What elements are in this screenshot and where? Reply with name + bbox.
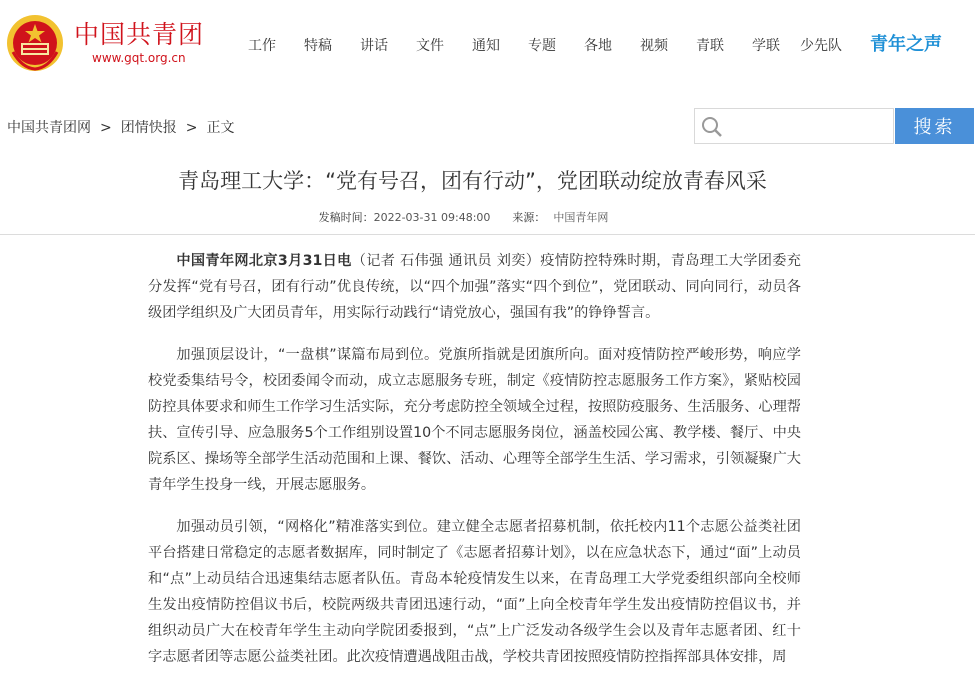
nav-item-youth-federation[interactable]: 青联 — [696, 38, 724, 54]
search-button[interactable]: 搜索 — [895, 108, 974, 144]
nav-item-topics[interactable]: 专题 — [528, 38, 556, 54]
youth-voice-logo[interactable] — [870, 30, 950, 60]
youth-voice-logo-text: 青年之声 — [870, 34, 942, 55]
source-label: 来源： — [512, 211, 546, 224]
paragraph-text: 加强顶层设计，“一盘棋”谋篇布局到位。党旗所指就是团旗所向。面对疫情防控严峻形势，响应学校党委集结号令，校团委闻令而动，成立志愿服务专班，制定《疫情防控志愿服务工作方案》，紧贴校园防控具体要求和师生工作学习生活实际，充分考虑防控全领域全过程，按照防疫服务、生活服务、心理帮扶、宣传引导、应急服务5个工作组别设置10个不同志愿服务岗位，涵盖校园公寓、教学楼、餐厅、中央院系区、操场等全部学生活动范围和上课、餐饮、活动、心理等全部学生生活、学习需求，引领凝聚广大青年学生投身一线，开展志愿服务。 — [148, 347, 801, 493]
breadcrumb-category[interactable]: 团情快报 — [120, 120, 177, 136]
source-value[interactable]: 中国青年网 — [553, 211, 609, 224]
dateline: 中国青年网北京3月31日电 — [176, 253, 352, 269]
breadcrumb — [7, 117, 234, 137]
nav-item-documents[interactable]: 文件 — [416, 38, 444, 54]
nav-item-feature[interactable]: 特稿 — [304, 38, 332, 54]
nav-item-notices[interactable]: 通知 — [472, 38, 500, 54]
nav-item-speech[interactable]: 讲话 — [360, 38, 388, 54]
search-box — [694, 108, 894, 144]
breadcrumb-separator: > — [100, 120, 112, 136]
breadcrumb-home[interactable]: 中国共青团网 — [7, 120, 91, 136]
breadcrumb-current: 正文 — [206, 120, 235, 136]
youth-league-emblem-icon[interactable] — [6, 14, 64, 72]
publish-time-label: 发稿时间： — [318, 211, 374, 224]
divider — [0, 234, 975, 235]
paragraph-text: （记者 石伟强 通讯员 刘奕）疫情防控特殊时期，青岛理工大学团委充分发挥“党有号召，团有行动”优良传统，以“四个加强”落实“四个到位”，党团联动、同向同行，动员各级团学组织及广大团员青年，用实际行动践行“请党放心，强国有我”的铮铮誓言。 — [148, 253, 801, 321]
nav-item-regions[interactable]: 各地 — [584, 38, 612, 54]
nav-item-student-federation[interactable]: 学联 — [752, 38, 780, 54]
article-paragraph — [148, 342, 801, 498]
search-icon — [701, 116, 723, 138]
breadcrumb-separator: > — [185, 120, 198, 136]
site-header — [0, 0, 975, 88]
nav-item-video[interactable]: 视频 — [640, 38, 668, 54]
article-paragraph — [148, 248, 801, 326]
paragraph-text: 加强动员引领，“网格化”精准落实到位。建立健全志愿者招募机制，依托校内11个志愿公益类社团平台搭建日常稳定的志愿者数据库，同时制定了《志愿者招募计划》，以在应急状态下，通过“面”上动员和“点”上动员结合迅速集结志愿者队伍。青岛本轮疫情发生以来，在青岛理工大学党委组织部向全校师生发出疫情防控倡议书后，校院两级共青团迅速行动，“面”上向全校青年学生发出疫情防控倡议书，并组织动员广大在校青年学生主动向学院团委报到，“点”上广泛发动各级学生会以及青年志愿者团、红十字志愿者团等志愿公益类社团。此次疫情遭遇战阻击战，学校共青团按照疫情防控指挥部具体安排，周 — [148, 519, 801, 665]
nav-item-work[interactable]: 工作 — [248, 38, 276, 54]
site-title[interactable]: 中国共青团 — [74, 20, 205, 49]
article-meta — [0, 209, 927, 225]
article-title: 青岛理工大学：“党有号召，团有行动”，党团联动绽放青春风采 — [178, 169, 767, 193]
article-body — [148, 248, 801, 686]
publish-time-value: 2022-03-31 09:48:00 — [373, 211, 491, 224]
site-url[interactable]: www.gqt.org.cn — [92, 51, 186, 65]
nav-item-young-pioneers[interactable]: 少先队 — [800, 38, 842, 54]
search-input[interactable] — [727, 113, 891, 141]
article-paragraph — [148, 514, 801, 670]
